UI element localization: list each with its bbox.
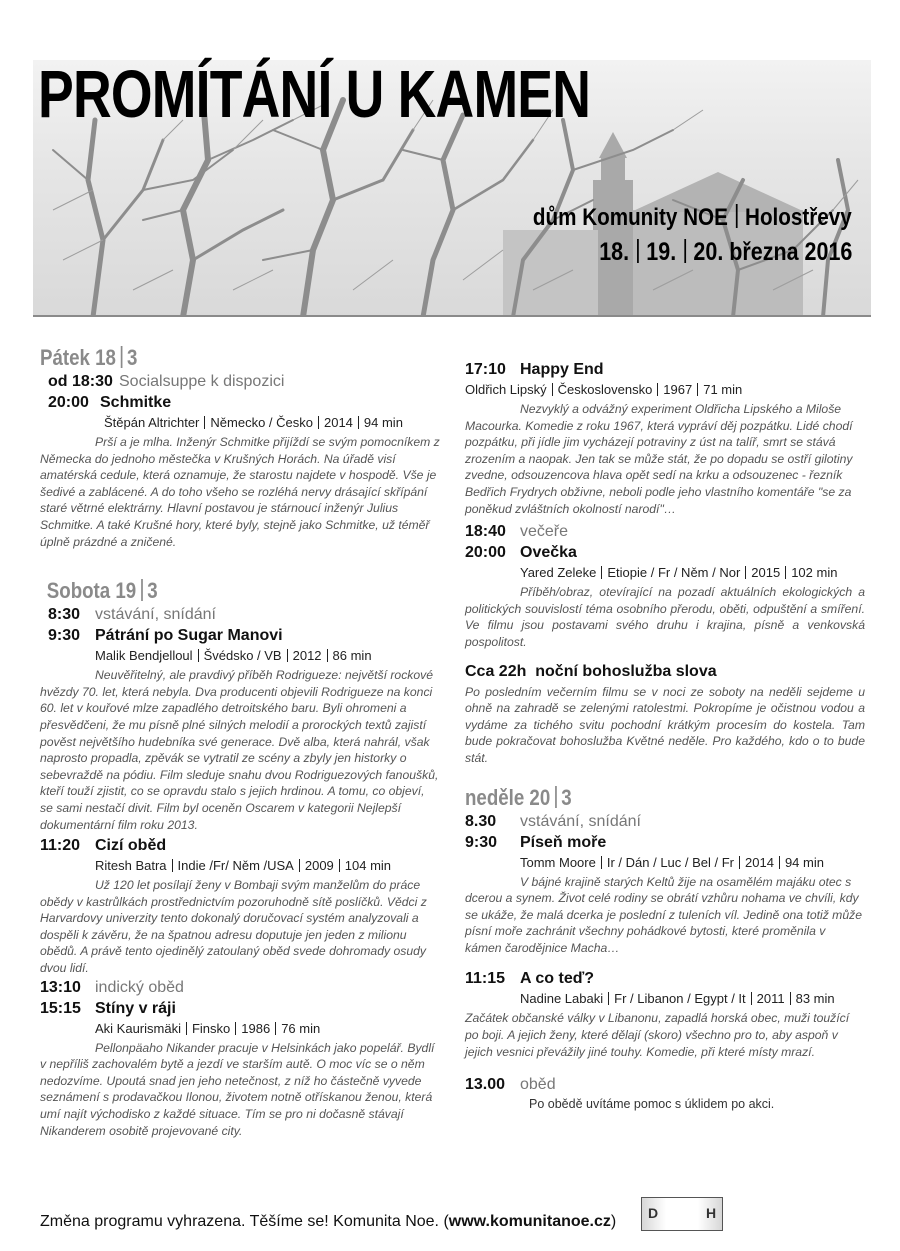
schedule-row xyxy=(465,834,865,855)
film-description: Příběh/obraz, otevírající na pozadí aktuálních ekologických a politických souvislostí téma osobního přerodu, oběti, odpuštění a smíření. Ve filmu jsou postavami svého druhu i krajina, písně a venkovská pospolitost. xyxy=(465,585,865,649)
date-20: 20. března 2016 xyxy=(693,238,852,266)
schedule-row xyxy=(40,979,440,1000)
film-credits: Yared Zeleke Etiopie / Fr / Něm / Nor 2015 102 min xyxy=(520,565,838,581)
slot-title: Socialsuppe k dispozici xyxy=(119,373,285,390)
slot-time: 15:15 xyxy=(40,999,81,1017)
schedule-row xyxy=(40,627,440,648)
schedule-row xyxy=(40,394,440,415)
film-title: Cizí oběd xyxy=(95,837,167,855)
day-heading-friday: Pátek 18 3 xyxy=(40,345,138,370)
logo-letter: D xyxy=(648,1205,659,1221)
logo xyxy=(641,1197,723,1231)
schedule-row xyxy=(465,361,865,382)
slot-note: Po obědě uvítáme pomoc s úklidem po akci. xyxy=(529,1097,775,1112)
slot-time: 13.00 xyxy=(465,1076,506,1094)
separator xyxy=(736,204,738,228)
logo-letter: H xyxy=(706,1205,717,1221)
slot-time: 20:00 xyxy=(465,544,506,562)
film-credits: Oldřich Lipský Československo 1967 71 min xyxy=(465,382,743,397)
film-title: Happy End xyxy=(520,361,604,378)
schedule-row xyxy=(40,837,440,858)
film-credits: Aki Kaurismäki Finsko 1986 76 min xyxy=(95,1020,321,1036)
film-description: Už 120 let posílají ženy v Bombaji svým manželům do práce obědy v kastrůlkách prostřednictvím pozoruhodně sítě poslíčků. Vědci z Harvardovy univerzity tento dokonalý doručovací systém analyzovali a dospěli k závěru, že na špatnou adresu doputuje jen jeden z milionu obědů. A právě tento ojedinělý zatoulaný oběd svede dohromady osudy dvou lidí. xyxy=(40,878,427,976)
slot-time: 11:20 xyxy=(40,837,81,855)
date-19: 19. xyxy=(645,238,676,266)
film-title: Ovečka xyxy=(520,544,577,562)
slot-title: oběd xyxy=(520,1076,556,1094)
film-credits: Nadine Labaki Fr / Libanon / Egypt / It 2011 83 min xyxy=(520,991,835,1007)
film-description: Začátek občanské války v Libanonu, zapadlá horská obec, muži toužící po boji. A jejich ženy, které dělají (skoro) všechno pro to, aby aspoň v jejich vesnici převážily jiné touhy. Komedie, při které místy mrazí. xyxy=(465,1011,850,1059)
slot-time: od 18:30 xyxy=(48,373,113,390)
film-title: Píseň moře xyxy=(520,833,607,851)
schedule-row xyxy=(465,663,865,684)
venue-place: Holostřevy xyxy=(745,204,852,231)
film-title: Schmitke xyxy=(100,394,172,411)
film-credits: Štěpán Altrichter Německo / Česko 2014 94 min xyxy=(104,415,403,430)
website-link[interactable]: www.komunitanoe.cz xyxy=(448,1213,611,1230)
film-credits: Ritesh Batra Indie /Fr/ Něm /USA 2009 104 min xyxy=(95,858,392,874)
venue-line xyxy=(533,204,852,232)
slot-title: vstávání, snídání xyxy=(95,606,216,624)
film-title: A co teď? xyxy=(520,970,595,988)
day-heading-sunday: neděle 20 3 xyxy=(465,784,572,810)
slot-time: 18:40 xyxy=(465,523,506,541)
separator xyxy=(684,239,686,263)
venue-name: dům Komunity NOE xyxy=(533,204,729,231)
date-18: 18. xyxy=(598,238,629,266)
schedule-row xyxy=(465,970,865,991)
right-column xyxy=(465,361,865,1116)
schedule-row xyxy=(465,1076,865,1097)
dates-line xyxy=(599,238,852,267)
schedule-row xyxy=(465,523,865,544)
film-description: Pellonpäaho Nikander pracuje v Helsinkách jako popelář. Bydlí v nepříliš zachovalém bytě a jezdí ve starším autě. O moc víc se o něm nedozvíme. Upoutá snad jen jeho netečnost, z níž ho částečně vyvede seznámení s prodavačkou Ilonou, životem notně otřískanou ženou, která umí najít východisko z každé situace. Tím se pro ni dočasně stávají Nikanderem osobitě projevované city. xyxy=(40,1040,435,1138)
slot-time: 9:30 xyxy=(465,833,498,851)
slot-time: 8:30 xyxy=(48,606,81,624)
slot-time: 17:10 xyxy=(465,361,506,378)
schedule-row xyxy=(40,373,440,394)
film-credits: Malik Bendjelloul Švédsko / VB 2012 86 min xyxy=(95,648,372,664)
film-description: Prší a je mlha. Inženýr Schmitke přijíždí se svým pomocníkem z Německa do jednoho městečka v Krušných Horách. Na úřadě visí amatérská cedule, která oznamuje, že starostu najdete v hospodě. Vše je šedivé a zablácené. A do toho všeho se rozléhá nervy drásající skřípání staré větrné elektrárny. Hlavní postavou je stárnoucí inženýr Julius Schmitke. A také Krušné hory, které byly, stejně jako Schmitke, už téměř úplně prázdné a zničené. xyxy=(40,435,440,549)
film-title: Stíny v ráji xyxy=(95,999,176,1017)
film-title: Pátrání po Sugar Manovi xyxy=(95,627,283,645)
schedule-row xyxy=(465,544,865,565)
slot-title: indický oběd xyxy=(95,978,184,996)
schedule-row xyxy=(465,813,865,834)
left-column xyxy=(40,345,440,1139)
slot-title: večeře xyxy=(520,523,569,541)
schedule-row xyxy=(40,1000,440,1021)
night-service-description: Po posledním večerním filmu se v noci ze soboty na neděli sejdeme u ohně na zahradě se zelenými ratolestmi. Pokropíme je očistnou vodou a vydáme za tichého svitu pochodní krátkým procesím do kostela. Tam bude pokračovat bohoslužba Květné neděle. Pro každého, kdo o to bude stát. xyxy=(465,684,865,765)
film-description: Neuvěřitelný, ale pravdivý příběh Rodrigueze: největší rockové hvězdy 70. let, která nebyla. Dva producenti objevili Rodrigueze na konci 60. let v kouřové mlze zapadlého detroitského baru. Byli ohromeni a přesvědčeni, že mu písně plné silných melodií a prorockých textů zajistí pověst největšího hudebníka své generace. Dvě alba, která nahrál, však naprosto propadla, zpěvák se vytratil ze scény a zbyly jen historky o sebevraždě na pódiu. Film sleduje snahu dvou Rodriguezových fanoušků, kteří touží zjistit, co se opravdu stalo s jejich hrdinou. A tomu, co objeví, se sami nestačí divit. Film byl oceněn Oscarem v kategorii Nejlepší dokumentární film roku 2013. xyxy=(40,668,439,832)
slot-time: 9:30 xyxy=(48,627,81,645)
slot-time: 13:10 xyxy=(40,978,81,996)
film-description: Nezvyklý a odvážný experiment Oldřicha Lipského a Miloše Macourka. Komedie z roku 1967, která vypráví děj pozpátku. Lidé chodí pozpátku, při jídle jim vycházejí potraviny z úst na talíř, smrt se stává zrozením a naopak. Jen tak se může stát, že po dopadu se ostří gilotiny zvedne, odsouzencova hlava opět sedí na krku a odsouzenec - řezník Bedřich Frydrych obživne, neboli podle jeho vlastního komentáře "se za poněkud zvláštních okolností narodí"… xyxy=(465,402,853,516)
page-title: PROMÍTÁNÍ U KAMEN xyxy=(38,57,591,132)
slot-title: vstávání, snídání xyxy=(520,812,641,830)
day-heading-saturday: Sobota 19 3 xyxy=(46,578,158,604)
film-description: V bájné krajině starých Keltů žije na osamělém majáku otec s dcerou a synem. Život celé rodiny se obrátí vzhůru nohama ve chvíli, kdy se ukáže, že malá dcerka je poslední z tuleních víl. Jedině ona totiž může písní moře zachránit všechny pohádkové bytosti, které proměnila v kámen čarodějnice Macha… xyxy=(465,874,862,955)
slot-time: 20:00 xyxy=(48,394,89,411)
slot-time: 11:15 xyxy=(465,970,506,988)
schedule-row xyxy=(40,606,440,627)
separator xyxy=(636,239,638,263)
slot-time: 8.30 xyxy=(465,812,497,830)
film-credits: Tomm Moore Ir / Dán / Luc / Bel / Fr 2014 94 min xyxy=(520,854,824,870)
footer-note: Změna programu vyhrazena. Těšíme se! Komunita Noe. (www.komunitanoe.cz) xyxy=(40,1213,617,1230)
night-service-title: Cca 22h noční bohoslužba slova xyxy=(465,662,717,680)
